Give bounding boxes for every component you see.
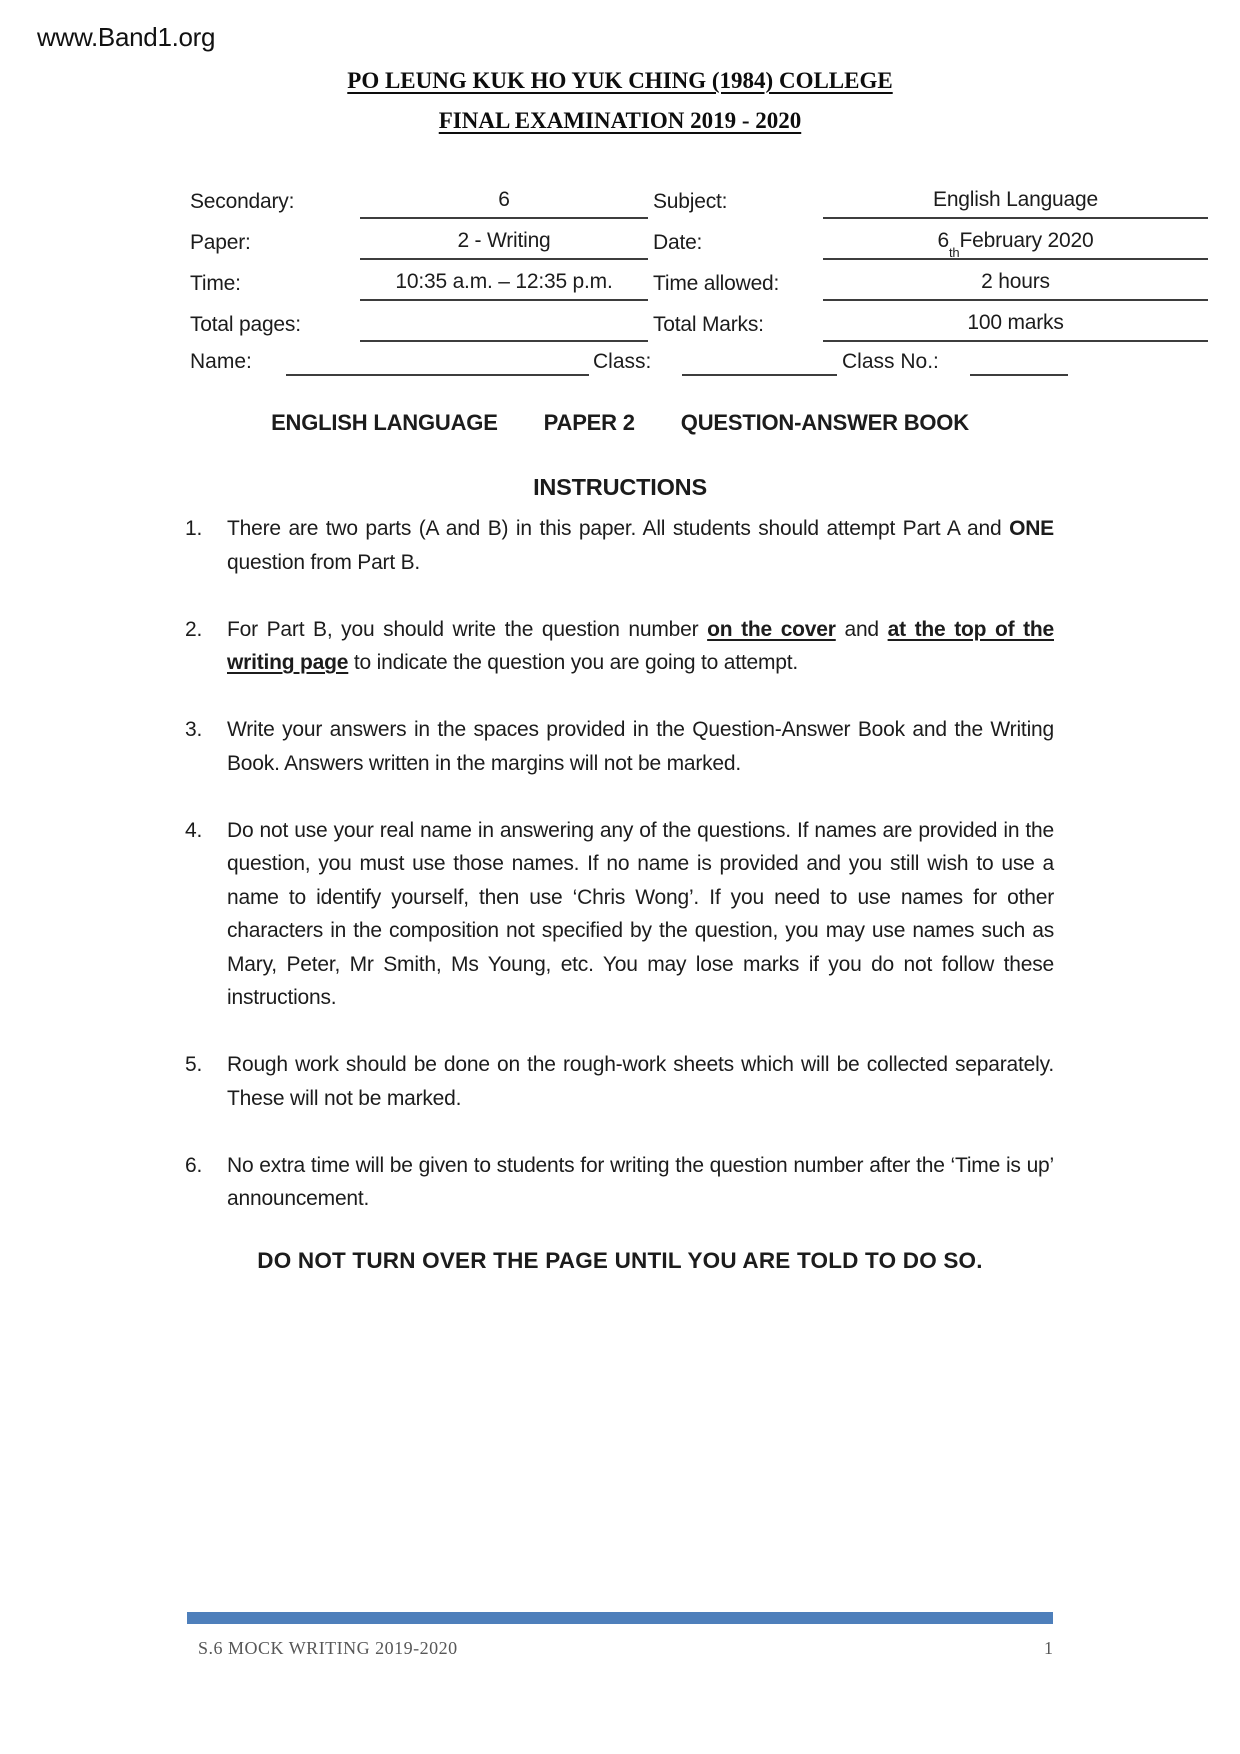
do-not-turn-warning: DO NOT TURN OVER THE PAGE UNTIL YOU ARE TOLD TO DO SO. <box>257 1248 983 1273</box>
class-blank-line <box>682 344 837 376</box>
info-value: 6 <box>360 178 648 219</box>
book-heading-paper: PAPER 2 <box>543 410 635 435</box>
school-name: PO LEUNG KUK HO YUK CHING (1984) COLLEGE <box>347 68 893 93</box>
book-heading-subject: ENGLISH LANGUAGE <box>271 410 498 435</box>
instruction-number: 2. <box>185 617 203 641</box>
info-value <box>360 301 648 342</box>
info-label: Date: <box>653 231 703 254</box>
info-label: Paper: <box>190 231 251 254</box>
footer-page-number: 1 <box>1044 1638 1053 1658</box>
instruction-text: Do not use your real name in answering any of the questions. If names are provided in the question, you must use those names. If no name is provided and you still wish to use a name to identify yourself, then use ‘Chris Wong’. If you need to use names for other characters in the composition not specified by the question, you may use names such as Mary, Peter, Mr Smith, Ms Young, etc. You may lose marks if you do not follow these instructions. <box>227 818 1054 1009</box>
info-value: 6 th February 2020 <box>823 219 1208 260</box>
name-label: Name: <box>190 350 252 373</box>
name-blank-line <box>286 344 589 376</box>
instruction-text: Rough work should be done on the rough-work sheets which will be collected separately. These will not be marked. <box>227 1053 1054 1110</box>
info-label: Secondary: <box>190 190 295 213</box>
info-label: Subject: <box>653 190 728 213</box>
instruction-text: No extra time will be given to students for writing the question number after the ‘Time is up’ announcement. <box>227 1153 1054 1210</box>
instruction-item <box>185 713 1054 780</box>
class-no-blank-line <box>970 344 1068 376</box>
instruction-number: 4. <box>185 818 203 842</box>
instruction-number: 3. <box>185 718 203 741</box>
instruction-number: 1. <box>185 517 203 540</box>
student-fields-row <box>0 344 1240 376</box>
info-label: Total pages: <box>190 313 301 336</box>
instruction-item <box>185 512 1054 579</box>
instruction-text: There are two parts (A and B) in this paper. All students should attempt Part A and ONE question from Part B. <box>227 517 1054 574</box>
exam-info-table <box>190 178 1208 342</box>
book-heading <box>0 410 1240 436</box>
info-label: Time: <box>190 272 241 295</box>
instruction-number: 5. <box>185 1053 203 1076</box>
class-label: Class: <box>593 350 652 373</box>
instruction-item <box>185 814 1054 1015</box>
instruction-item <box>185 1048 1054 1115</box>
instruction-item <box>185 613 1054 680</box>
instruction-text: Write your answers in the spaces provided in the Question-Answer Book and the Writing Book. Answers written in the margins will not be marked. <box>227 718 1054 775</box>
instructions-list <box>185 512 1054 1249</box>
footer-accent-bar <box>187 1612 1053 1624</box>
footer-document-label: S.6 MOCK WRITING 2019-2020 <box>198 1638 458 1658</box>
title-block <box>0 68 1240 134</box>
info-value: English Language <box>823 178 1208 219</box>
info-value: 100 marks <box>823 301 1208 342</box>
watermark-url: www.Band1.org <box>37 22 216 52</box>
info-value: 10:35 a.m. – 12:35 p.m. <box>360 260 648 301</box>
instructions-heading: INSTRUCTIONS <box>533 474 707 500</box>
instruction-item <box>185 1149 1054 1216</box>
info-value: 2 hours <box>823 260 1208 301</box>
instruction-text: For Part B, you should write the question number on the cover and at the top of the writing page to indicate the question you are going to attempt. <box>227 617 1054 674</box>
exam-title: FINAL EXAMINATION 2019 - 2020 <box>438 108 802 133</box>
info-label: Total Marks: <box>653 313 764 336</box>
info-label: Time allowed: <box>653 272 780 295</box>
class-no-label: Class No.: <box>842 350 939 373</box>
info-value: 2 - Writing <box>360 219 648 260</box>
instruction-number: 6. <box>185 1153 203 1177</box>
book-heading-book: QUESTION-ANSWER BOOK <box>680 410 969 435</box>
